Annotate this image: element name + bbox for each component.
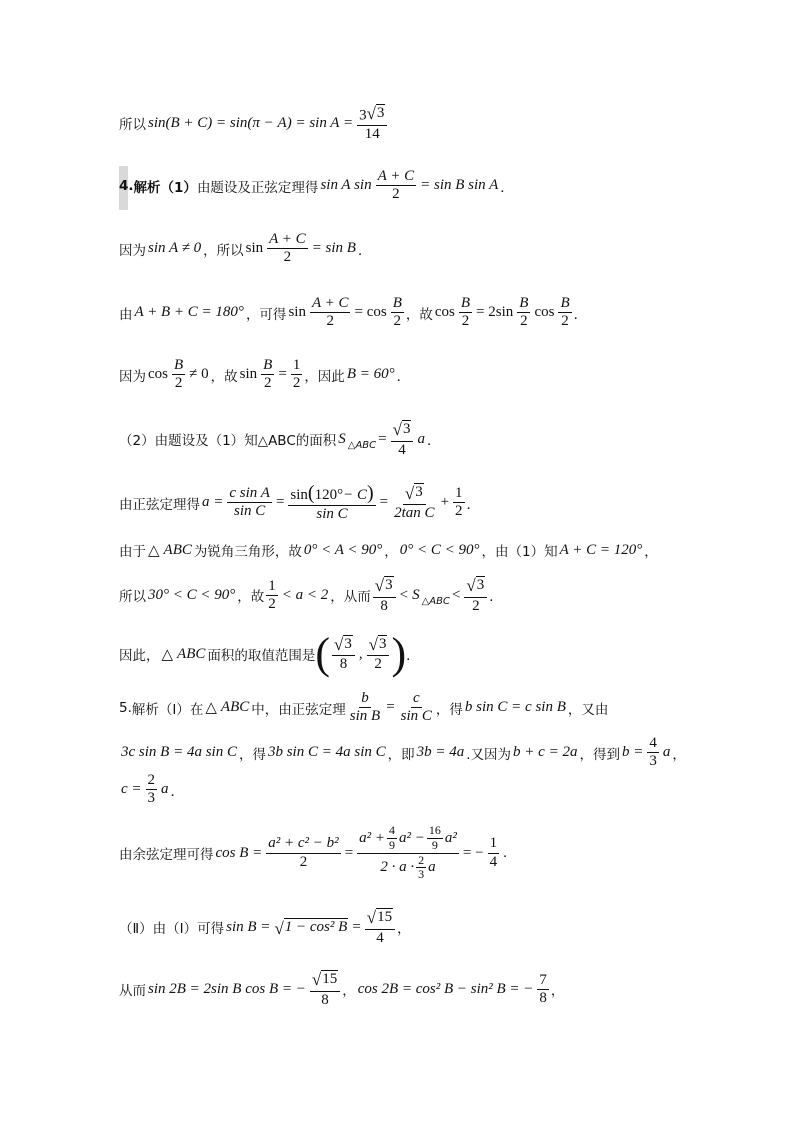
line-7: 由正弦定理得 a = $\frac{\text{c sin A}}{\text{sin C}}$ = $\frac{\sin(120^\circ- C)}{\text{sin C}}$ = √ 3 2tan C + $\frac{1}{2}$ ． <box>119 482 481 522</box>
question-number-5: 5. <box>119 699 132 716</box>
line-10: 因此， △ ABC 面积的取值范围是 ( √ 3 8 , √ 3 2 ) ． <box>119 629 420 678</box>
sqrt-3: √ 3 <box>392 420 411 440</box>
line-3: 因为 sin A ≠ 0 ，所以 sin $\frac{A + C}{2}$ = sin B ． <box>119 231 372 266</box>
sqrt-one-minus-cos2b: √ 1 − cos² B <box>274 918 348 938</box>
line-14: 由余弦定理可得 cos B = $\frac{\text{a² + c² − b²}}{2}$ = a² + $\frac{4}{9}$ a² − $\frac{16}{9}$ a² 2 · a · $\frac{2}{3}$ a = − $\frac{1}{4}$ . <box>119 823 507 882</box>
jiexi-label: 解析 <box>133 179 161 196</box>
line-15: （Ⅱ）由（Ⅰ）可得 sin B = √ 1 − cos² B = √ 15 4 ， <box>119 908 411 946</box>
sqrt-15: √ 15 <box>366 908 393 928</box>
line-5: 因为 cos $\frac{B}{2}$ ≠ 0 ，故 sin $\frac{B}{2}$ = $\frac{1}{2}$ ，因此 B = 60° ． <box>119 357 411 392</box>
line-11: 5. 解析（Ⅰ）在 △ ABC 中，由正弦定理 $\frac{b}{\text{sin B}}$ = $\frac{c}{\text{sin C}}$ ，得 b sin C = c sin B ，又由 <box>119 690 609 725</box>
fraction-3root3-14: 3 √ 3 14 <box>357 104 387 143</box>
sqrt-3: √ 3 <box>334 634 352 654</box>
line-13: c = $\frac{2}{3}$ a ． <box>121 772 185 807</box>
line-16: 从而 sin 2B = 2sin B cos B = − √ 15 8 ， cos 2B = cos² B − sin² B = − $\frac{7}{8}$ ， <box>119 970 565 1008</box>
sqrt-3: √ 3 <box>374 576 393 596</box>
sin-bc-expr: sin(B + C) = sin(π − A) = sin A = <box>148 114 354 131</box>
line-8: 由于 △ ABC 为锐角三角形，故 0° < A < 90° ， 0° < C < 90° ，由 （1） 知 A + C = 120° ， <box>119 541 658 560</box>
fraction-a-plus-c-over-2: $\frac{A + C}{2}$ <box>377 168 415 203</box>
sqrt-3: √ 3 <box>404 483 423 503</box>
line-2: 4. 解析 （1） 由题设及正弦定理得 sin A sin $\frac{A + C}{2}$ = sin B sin A ． <box>119 168 514 203</box>
sqrt-3: √ 3 <box>366 104 385 124</box>
sqrt-3: √ 3 <box>466 576 485 596</box>
line-12: 3c sin B = 4a sin C ，得 3b sin C = 4a sin C ，即 3b = 4a .又因为 b + c = 2a ，得到 b = $\frac{4}{3}$ a ， <box>121 735 686 770</box>
line-1 <box>119 104 389 143</box>
text-so: 所以 <box>119 117 146 134</box>
question-number-4: 4. <box>119 177 134 194</box>
right-paren: ) <box>391 629 407 678</box>
line-6: （2） 由题设及 （1） 知△ABC的面积 S △ABC = √ 3 4 a ． <box>119 420 441 458</box>
line-9: 所以 30° < C < 90° ，故 $\frac{1}{2}$ < a < 2 ，从而 √ 3 8 < S △ABC < √ 3 2 ． <box>119 576 503 614</box>
left-paren: ( <box>315 629 331 678</box>
sqrt-3: √ 3 <box>368 634 387 654</box>
line-4: 由 A + B + C = 180° ，可得 sin $\frac{A + C}{2}$ = cos $\frac{B}{2}$ ，故 cos $\frac{B}{2}$ = 2sin $\frac{B}{2}$ cos $\frac{B}{2}$ ． <box>119 295 588 330</box>
sqrt-15: √ 15 <box>311 970 338 990</box>
